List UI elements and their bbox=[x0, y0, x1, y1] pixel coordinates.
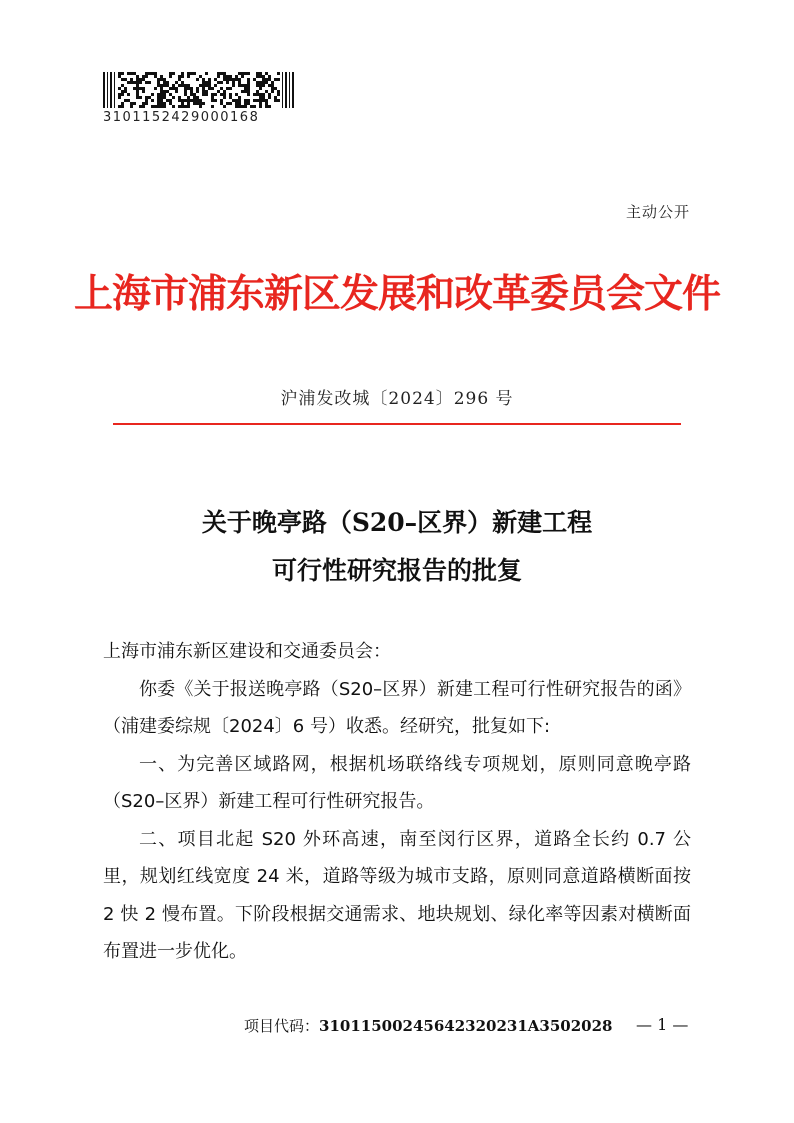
project-code-label: 项目代码： bbox=[244, 1017, 320, 1035]
page-number: — 1 — bbox=[636, 1015, 689, 1034]
red-divider bbox=[113, 423, 681, 425]
body-paragraph-1: 你委《关于报送晚亭路（S20–区界）新建工程可行性研究报告的函》（浦建委综规〔2024〕6 号）收悉。经研究，批复如下: bbox=[103, 678, 691, 737]
barcode-number: 3101152429000168 bbox=[103, 110, 260, 125]
project-code-value: 31011500245642320231A3502028 bbox=[319, 1017, 613, 1035]
body-paragraph-3: 二、项目北起 S20 外环高速，南至闵行区界，道路全长约 0.7 公里，规划红线宽度 24 米，道路等级为城市支路，原则同意道路横断面按 2 快 2 慢布置。下阶段根据交通需求、地块规划、绿化率等因素对横断面布置进一步优化。 bbox=[103, 828, 691, 962]
document-body bbox=[103, 633, 691, 971]
document-title-line-1: 关于晚亭路（S20–区界）新建工程 bbox=[201, 508, 593, 537]
document-title-line-2: 可行性研究报告的批复 bbox=[271, 556, 522, 585]
issuer-heading: 上海市浦东新区发展和改革委员会文件 bbox=[73, 271, 720, 317]
salutation: 上海市浦东新区建设和交通委员会： bbox=[103, 641, 391, 662]
barcode bbox=[103, 72, 297, 108]
document-number: 沪浦发改城〔2024〕296 号 bbox=[280, 389, 514, 409]
project-code bbox=[244, 1015, 612, 1036]
disclosure-label: 主动公开 bbox=[625, 203, 690, 221]
body-paragraph-2: 一、为完善区域路网，根据机场联络线专项规划，原则同意晚亭路（S20–区界）新建工程可行性研究报告。 bbox=[103, 753, 691, 812]
